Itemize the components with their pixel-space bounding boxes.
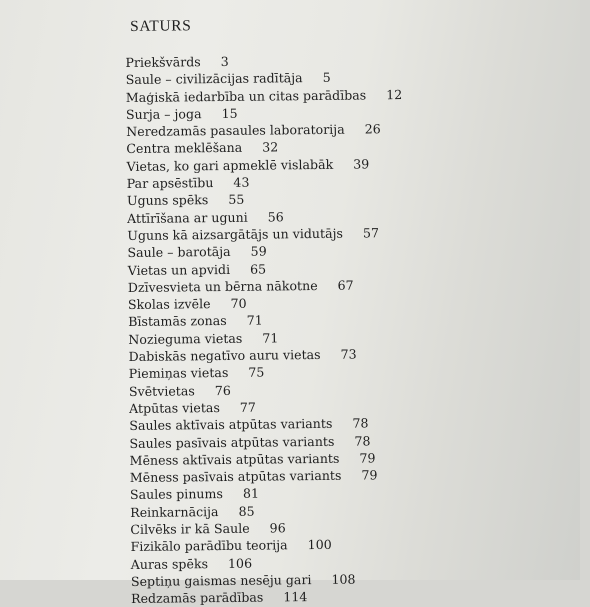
entry-page: 5 bbox=[322, 70, 331, 86]
entry-page: 100 bbox=[307, 537, 332, 553]
entry-page: 76 bbox=[214, 382, 231, 398]
entry-page: 70 bbox=[230, 295, 247, 312]
entry-title: Saules pasīvais atpūtas variants bbox=[129, 433, 335, 451]
entry-title: Septiņu gaismas nesēju gari bbox=[130, 571, 312, 589]
entry-page: 65 bbox=[249, 261, 267, 277]
entry-page: 55 bbox=[228, 192, 245, 208]
entry-title: Saules aktīvais atpūtas variants bbox=[129, 416, 333, 434]
entry-page: 59 bbox=[250, 243, 267, 259]
entry-title: Dzīvesvieta un bērna nākotne bbox=[127, 277, 318, 295]
entry-page: 114 bbox=[283, 589, 308, 605]
toc-entry bbox=[127, 224, 404, 244]
entry-title: Auras spēks bbox=[130, 555, 209, 572]
entry-page: 108 bbox=[331, 571, 356, 587]
entry-page: 96 bbox=[269, 520, 286, 536]
entry-title: Centra meklēšana bbox=[126, 140, 243, 157]
entry-title: Dabiskās negatīvo auru vietas bbox=[128, 347, 321, 365]
entry-page: 85 bbox=[238, 503, 255, 519]
entry-title: Surja – joga bbox=[125, 106, 202, 122]
entry-page: 75 bbox=[248, 364, 265, 381]
toc-entry bbox=[126, 86, 403, 106]
entry-title: Svētvietas bbox=[128, 382, 195, 399]
entry-page: 79 bbox=[361, 467, 378, 483]
entry-page: 57 bbox=[362, 225, 380, 241]
entry-title: Priekšvārds bbox=[125, 54, 201, 70]
entry-page: 78 bbox=[354, 432, 371, 449]
entry-title: Maģiskā iedarbība un citas parādības bbox=[125, 87, 367, 105]
entry-page: 15 bbox=[221, 105, 238, 121]
entry-page: 71 bbox=[246, 313, 263, 329]
entry-title: Saule – civilizācijas radītāja bbox=[125, 70, 303, 88]
toc-entry bbox=[126, 155, 403, 175]
entry-title: Bīstamās zonas bbox=[128, 313, 227, 330]
entry-title: Par apsēstību bbox=[126, 175, 214, 192]
entry-page: 43 bbox=[233, 174, 250, 190]
entry-page: 56 bbox=[267, 209, 284, 225]
entry-title: Atpūtas vietas bbox=[129, 399, 220, 416]
entry-page: 78 bbox=[352, 415, 369, 431]
entry-title: Saule – barotāja bbox=[127, 244, 231, 261]
entry-page: 12 bbox=[386, 86, 403, 102]
entry-title: Mēness pasīvais atpūtas variants bbox=[129, 467, 342, 486]
entry-title: Skolas izvēle bbox=[127, 296, 211, 313]
entry-title: Cilvēks ir kā Saule bbox=[130, 520, 250, 537]
entry-title: Mēness aktīvais atpūtas variants bbox=[129, 450, 340, 468]
toc-entry bbox=[131, 587, 408, 607]
toc-entries bbox=[125, 51, 407, 607]
entry-title: Fizikālo parādību teorija bbox=[130, 537, 288, 555]
entry-title: Uguns spēks bbox=[126, 192, 209, 209]
entry-page: 79 bbox=[359, 450, 376, 466]
entry-page: 26 bbox=[364, 121, 381, 137]
entry-title: Uguns kā aizsargātājs un vidutājs bbox=[127, 225, 344, 243]
entry-page: 71 bbox=[262, 330, 279, 346]
toc-title: SATURS bbox=[129, 17, 192, 35]
entry-title: Piemiņas vietas bbox=[128, 365, 229, 382]
entry-page: 73 bbox=[340, 346, 357, 362]
entry-title: Redzamās parādības bbox=[131, 589, 264, 607]
entry-page: 39 bbox=[353, 156, 370, 172]
entry-title: Nozieguma vietas bbox=[128, 330, 243, 347]
entry-page: 3 bbox=[220, 53, 229, 69]
entry-title: Neredzamās pasaules laboratorija bbox=[126, 121, 345, 140]
entry-page: 77 bbox=[239, 399, 256, 415]
entry-page: 106 bbox=[227, 555, 253, 571]
toc-entry bbox=[126, 120, 403, 140]
entry-page: 81 bbox=[242, 486, 260, 502]
toc-entry bbox=[130, 466, 407, 486]
entry-title: Vietas un apvidi bbox=[127, 261, 231, 278]
entry-page: 67 bbox=[337, 277, 354, 293]
entry-title: Reinkarnācija bbox=[130, 503, 219, 520]
entry-page: 32 bbox=[262, 139, 279, 156]
table-of-contents bbox=[125, 15, 408, 607]
entry-title: Attīrīšana ar uguni bbox=[127, 209, 248, 226]
entry-title: Saules pinums bbox=[129, 486, 223, 503]
entry-title: Vietas, ko gari apmeklē vislabāk bbox=[126, 156, 334, 174]
